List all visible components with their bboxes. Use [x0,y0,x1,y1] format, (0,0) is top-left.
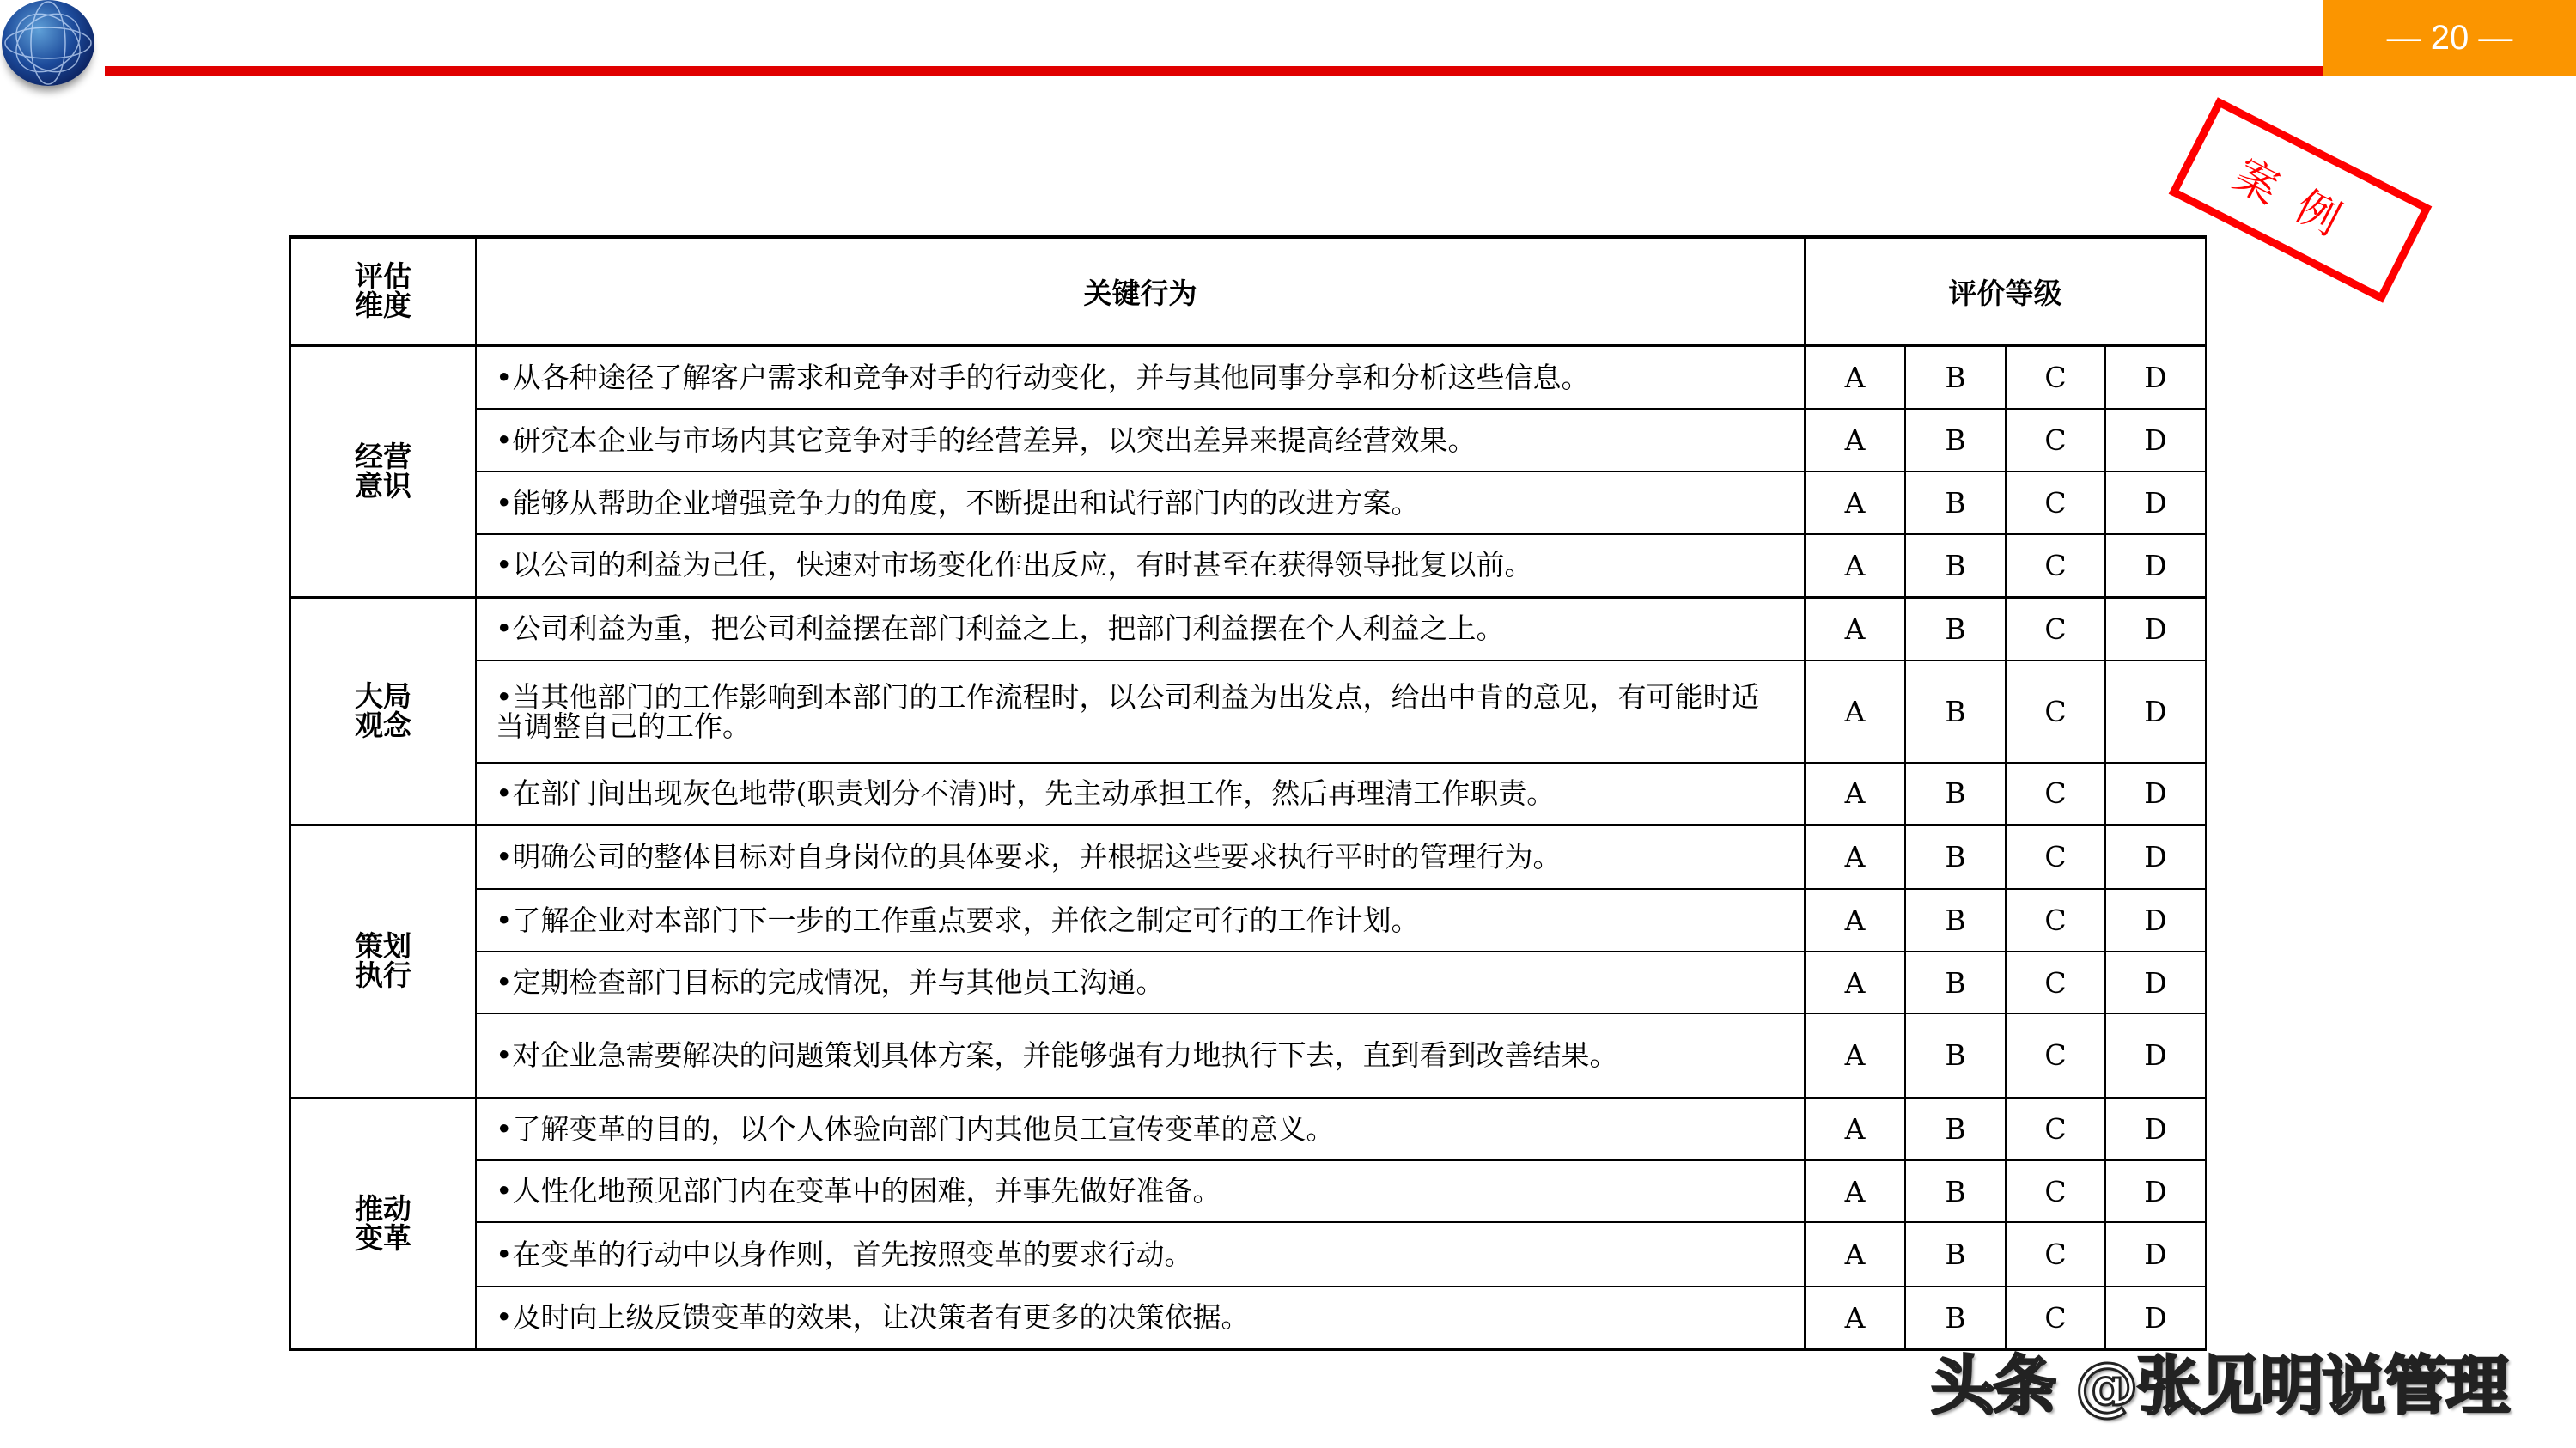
dimension-cell [290,597,476,824]
grade-option[interactable]: A [1805,660,1905,763]
grade-option[interactable]: A [1805,534,1905,597]
table-row [290,534,2206,597]
table-header [290,237,2206,345]
grade-option[interactable]: C [2006,472,2105,534]
header-rating: 评价等级 [1805,237,2206,345]
behavior-cell: •定期检查部门目标的完成情况，并与其他员工沟通。 [476,952,1805,1013]
grade-option[interactable]: C [2006,1160,2105,1222]
grade-option[interactable]: B [1905,345,2006,409]
case-stamp: 案例 [2169,97,2433,302]
globe-logo [2,0,94,86]
grade-option[interactable]: A [1805,1287,1905,1349]
grade-option[interactable]: B [1905,824,2006,889]
header-behavior: 关键行为 [476,237,1805,345]
behavior-cell: •当其他部门的工作影响到本部门的工作流程时，以公司利益为出发点，给出中肯的意见，有可能时适当调整自己的工作。 [476,660,1805,763]
grade-option[interactable]: C [2006,824,2105,889]
table-row [290,409,2206,472]
grade-option[interactable]: D [2105,763,2206,824]
dimension-label: 推动变革 [355,1191,411,1255]
grade-option[interactable]: D [2105,660,2206,763]
grade-option[interactable]: C [2006,1098,2105,1160]
grade-option[interactable]: D [2105,597,2206,660]
grade-option[interactable]: B [1905,889,2006,952]
table-row [290,824,2206,889]
table-row [290,952,2206,1013]
grade-option[interactable]: A [1805,889,1905,952]
behavior-cell: •研究本企业与市场内其它竞争对手的经营差异，以突出差异来提高经营效果。 [476,409,1805,472]
grade-option[interactable]: C [2006,952,2105,1013]
grade-option[interactable]: C [2006,1287,2105,1349]
grade-option[interactable]: B [1905,1287,2006,1349]
grade-option[interactable]: B [1905,952,2006,1013]
dimension-label: 大局观念 [355,678,411,742]
grade-option[interactable]: C [2006,345,2105,409]
grade-option[interactable]: A [1805,1098,1905,1160]
page-number: — 20 — [2323,0,2576,76]
table-row [290,472,2206,534]
grade-option[interactable]: C [2006,1013,2105,1098]
table-row [290,1013,2206,1098]
grade-option[interactable]: D [2105,824,2206,889]
behavior-cell: •人性化地预见部门内在变革中的困难，并事先做好准备。 [476,1160,1805,1222]
grade-option[interactable]: D [2105,472,2206,534]
grade-option[interactable]: D [2105,1013,2206,1098]
grade-option[interactable]: B [1905,1098,2006,1160]
grade-option[interactable]: A [1805,597,1905,660]
evaluation-table [289,235,2207,1351]
grade-option[interactable]: D [2105,1287,2206,1349]
grade-option[interactable]: B [1905,472,2006,534]
grade-option[interactable]: A [1805,345,1905,409]
table-row [290,660,2206,763]
dimension-cell [290,345,476,597]
grade-option[interactable]: B [1905,597,2006,660]
grade-option[interactable]: D [2105,952,2206,1013]
grade-option[interactable]: C [2006,534,2105,597]
behavior-cell: •了解变革的目的，以个人体验向部门内其他员工宣传变革的意义。 [476,1098,1805,1160]
behavior-cell: •对企业急需要解决的问题策划具体方案，并能够强有力地执行下去，直到看到改善结果。 [476,1013,1805,1098]
table-row [290,345,2206,409]
grade-option[interactable]: C [2006,889,2105,952]
grade-option[interactable]: B [1905,409,2006,472]
grade-option[interactable]: B [1905,1222,2006,1287]
watermark: 头条 @张见明说管理 [1931,1349,2508,1423]
grade-option[interactable]: A [1805,472,1905,534]
behavior-cell: •从各种途径了解客户需求和竞争对手的行动变化，并与其他同事分享和分析这些信息。 [476,345,1805,409]
behavior-cell: •能够从帮助企业增强竞争力的角度，不断提出和试行部门内的改进方案。 [476,472,1805,534]
grade-option[interactable]: B [1905,1013,2006,1098]
dimension-label: 策划执行 [355,929,411,992]
behavior-cell: •公司利益为重，把公司利益摆在部门利益之上，把部门利益摆在个人利益之上。 [476,597,1805,660]
table-row [290,1287,2206,1349]
grade-option[interactable]: C [2006,1222,2105,1287]
dimension-cell [290,1098,476,1349]
table-row [290,889,2206,952]
grade-option[interactable]: C [2006,597,2105,660]
grade-option[interactable]: C [2006,660,2105,763]
behavior-cell: •及时向上级反馈变革的效果，让决策者有更多的决策依据。 [476,1287,1805,1349]
grade-option[interactable]: A [1805,1160,1905,1222]
grade-option[interactable]: D [2105,534,2206,597]
header-divider [105,66,2323,76]
behavior-cell: •在变革的行动中以身作则，首先按照变革的要求行动。 [476,1222,1805,1287]
behavior-cell: •明确公司的整体目标对自身岗位的具体要求，并根据这些要求执行平时的管理行为。 [476,824,1805,889]
grade-option[interactable]: A [1805,409,1905,472]
grade-option[interactable]: D [2105,1160,2206,1222]
grade-option[interactable]: B [1905,763,2006,824]
dimension-cell [290,824,476,1098]
grade-option[interactable]: A [1805,763,1905,824]
table-row [290,597,2206,660]
grade-option[interactable]: D [2105,889,2206,952]
grade-option[interactable]: D [2105,409,2206,472]
table-row [290,1222,2206,1287]
behavior-cell: •以公司的利益为己任，快速对市场变化作出反应，有时甚至在获得领导批复以前。 [476,534,1805,597]
table-row [290,763,2206,824]
header-dimension: 评估维度 [290,237,476,345]
grade-option[interactable]: B [1905,1160,2006,1222]
dimension-label: 经营意识 [355,439,411,502]
behavior-cell: •了解企业对本部门下一步的工作重点要求，并依之制定可行的工作计划。 [476,889,1805,952]
globe-icon [2,0,94,86]
grade-option[interactable]: A [1805,1013,1905,1098]
table-row [290,1098,2206,1160]
behavior-cell: •在部门间出现灰色地带(职责划分不清)时，先主动承担工作，然后再理清工作职责。 [476,763,1805,824]
grade-option[interactable]: B [1905,660,2006,763]
table-row [290,1160,2206,1222]
grade-option[interactable]: A [1805,952,1905,1013]
grade-option[interactable]: C [2006,763,2105,824]
grade-option[interactable]: D [2105,1222,2206,1287]
grade-option[interactable]: D [2105,345,2206,409]
grade-option[interactable]: B [1905,534,2006,597]
grade-option[interactable]: A [1805,1222,1905,1287]
grade-option[interactable]: D [2105,1098,2206,1160]
grade-option[interactable]: C [2006,409,2105,472]
grade-option[interactable]: A [1805,824,1905,889]
